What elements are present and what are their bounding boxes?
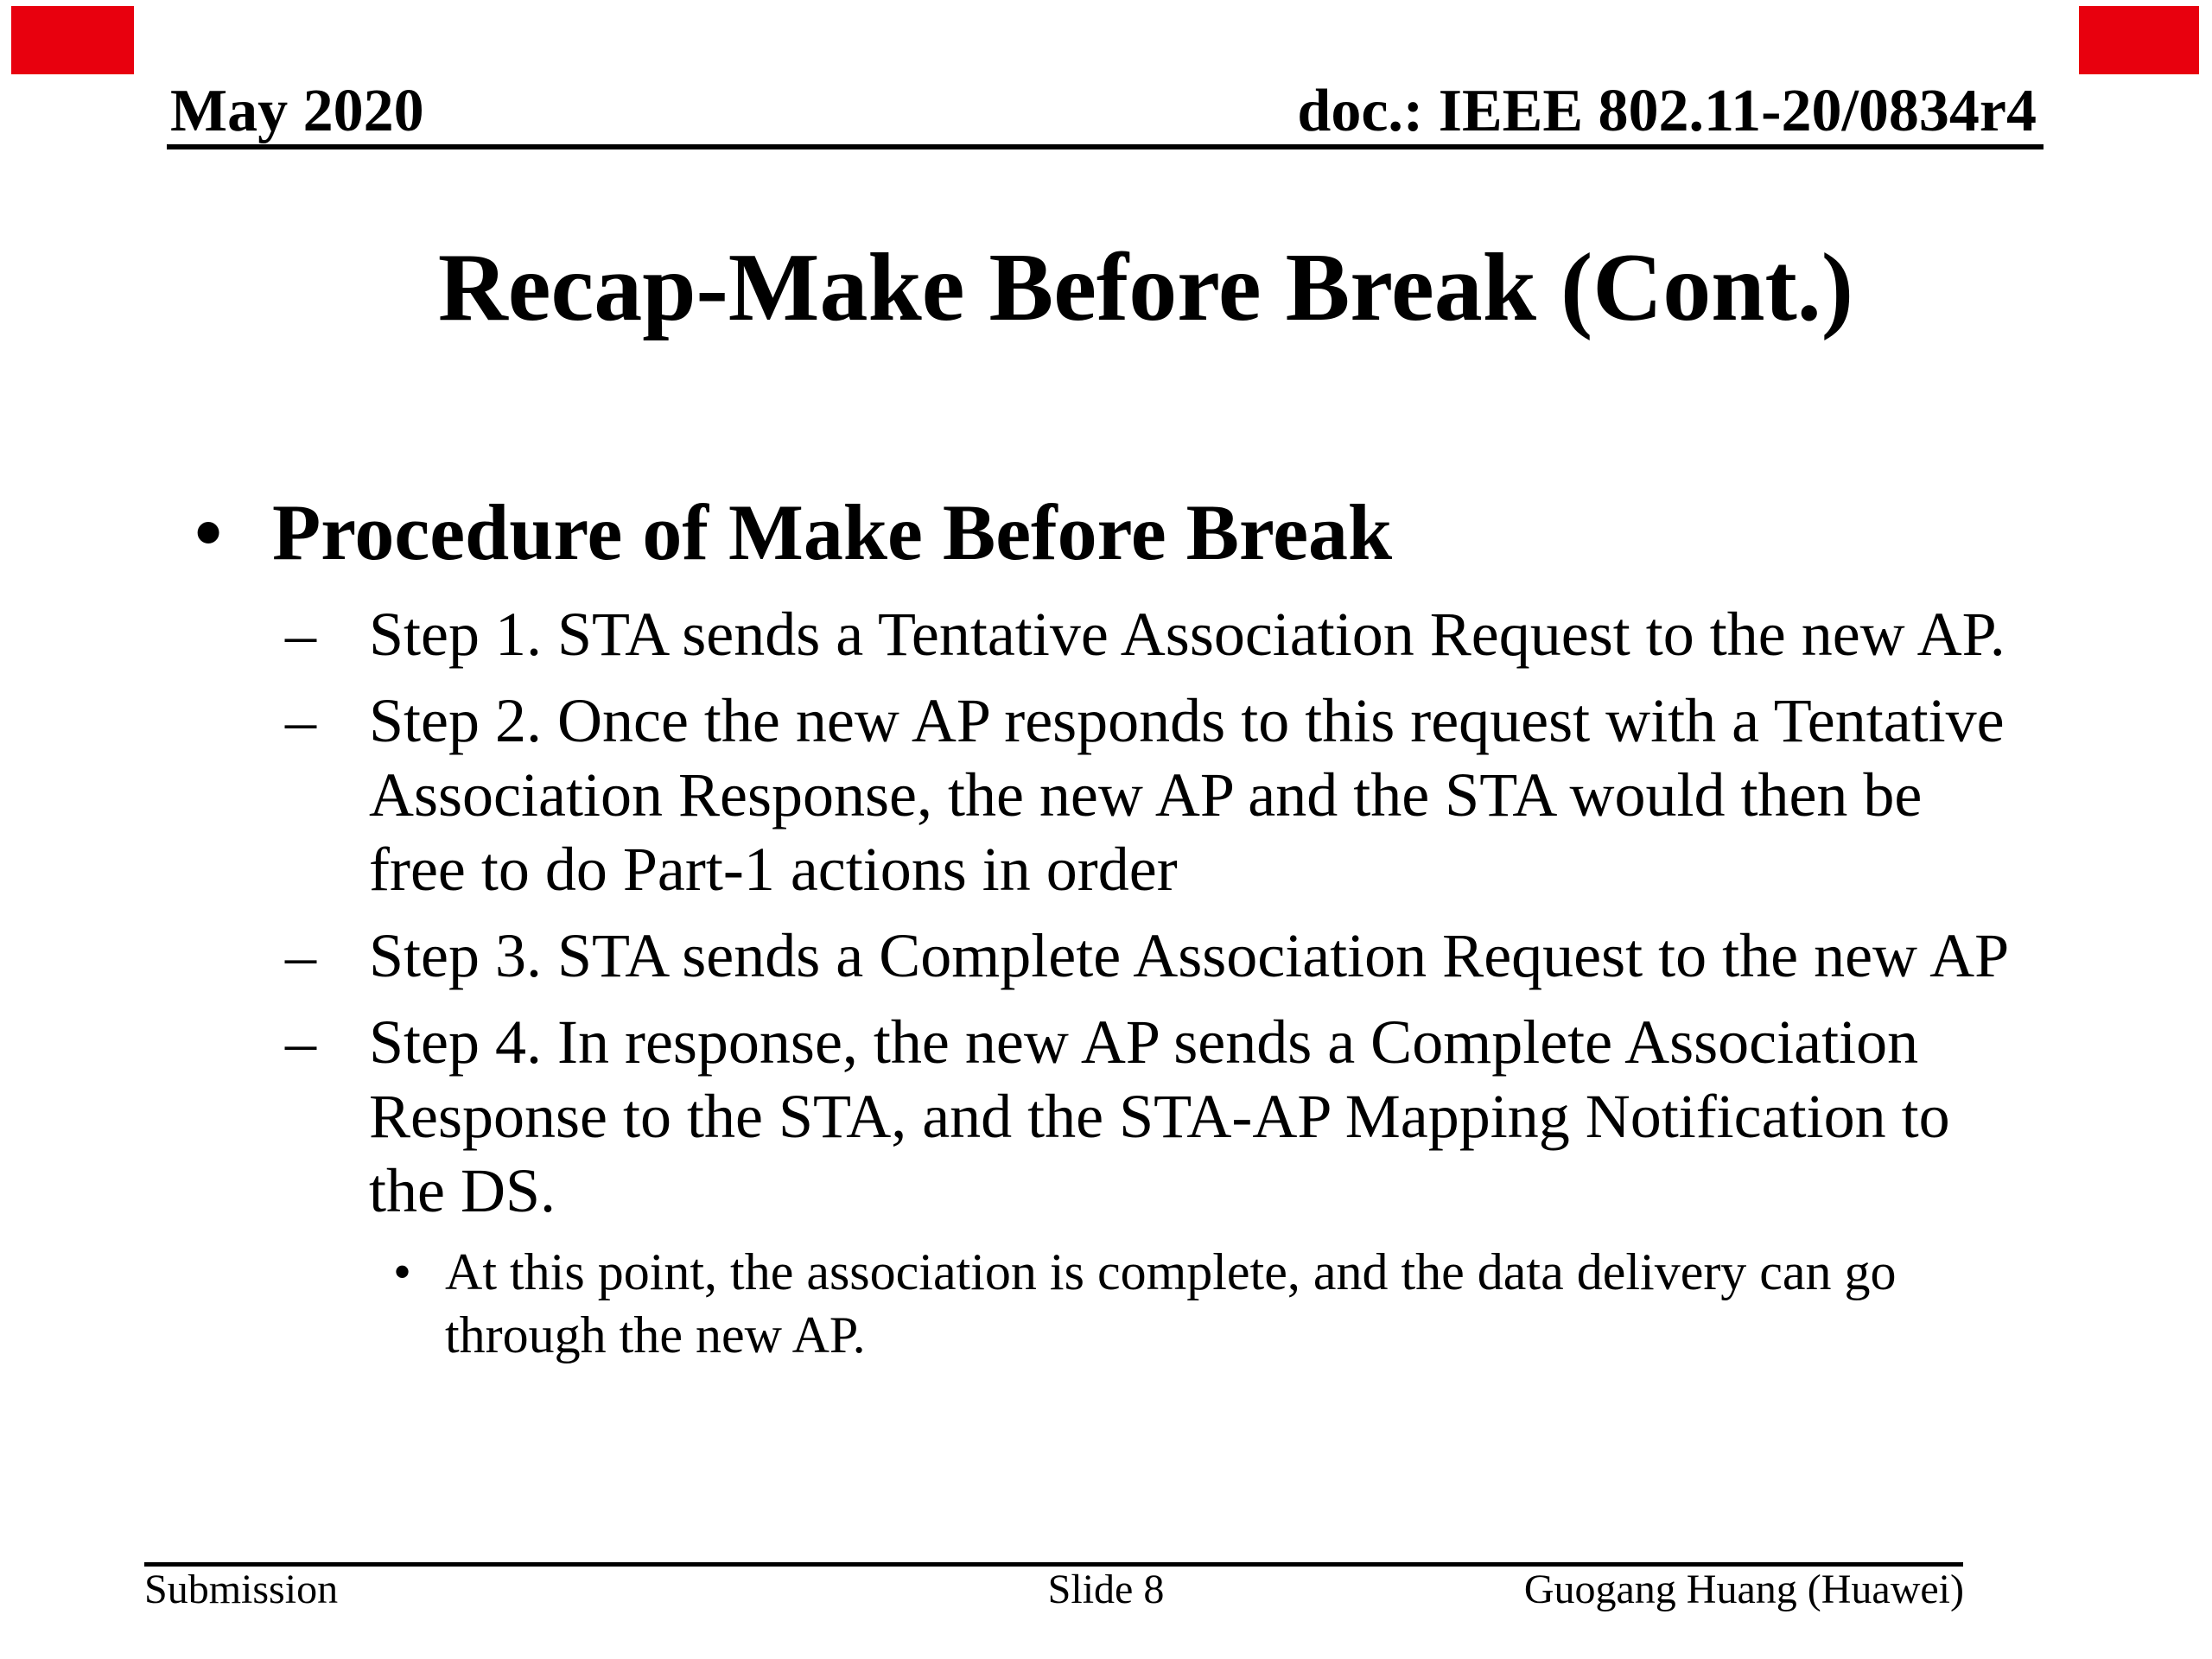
header-date: May 2020 — [170, 78, 424, 144]
red-corner-marker-left — [11, 6, 134, 74]
step-lines — [369, 597, 2212, 671]
bullet-heading — [194, 488, 2212, 576]
slide-header — [170, 78, 2037, 144]
text-line: through the new AP. — [445, 1306, 866, 1363]
step-lines — [369, 683, 2212, 906]
text-line: Step 3. STA sends a Complete Association Request to the new AP — [369, 921, 2010, 990]
header-rule — [167, 144, 2044, 149]
dash-icon: – — [285, 686, 316, 755]
text-line: the DS. — [369, 1156, 556, 1225]
subnote-item — [393, 1241, 2212, 1367]
text-line: Step 2. Once the new AP responds to this request with a Tentative — [369, 686, 2005, 755]
text-line: At this point, the association is complete, and the data delivery can go — [445, 1243, 1897, 1300]
subnote-list — [0, 1241, 2212, 1367]
dash-icon: – — [285, 1007, 316, 1077]
step-item — [285, 918, 2212, 993]
text-line: Step 4. In response, the new AP sends a Complete Association — [369, 1007, 1919, 1077]
footer-author: Guogang Huang (Huawei) — [1523, 1567, 1964, 1612]
bullet-icon: • — [393, 1243, 412, 1300]
slide-body — [0, 488, 2212, 1367]
heading-text: Procedure of Make Before Break — [272, 488, 1393, 576]
bullet-icon: • — [194, 488, 223, 576]
red-corner-marker-right — [2079, 6, 2199, 74]
text-line: Association Response, the new AP and the STA would then be — [369, 760, 1923, 830]
step-list — [0, 597, 2212, 1228]
dash-icon: – — [285, 600, 316, 669]
text-line: free to do Part-1 actions in order — [369, 835, 1178, 904]
step-lines — [369, 918, 2212, 993]
footer-submission-label: Submission — [144, 1567, 339, 1612]
step-item — [285, 1005, 2212, 1228]
text-line: Step 1. STA sends a Tentative Association Request to the new AP. — [369, 600, 2005, 669]
step-lines — [369, 1005, 2212, 1228]
footer-slide-number: Slide 8 — [1047, 1567, 1165, 1612]
step-item — [285, 597, 2212, 671]
text-line: Response to the STA, and the STA-AP Mapping Notification to — [369, 1082, 1950, 1151]
step-item — [285, 683, 2212, 906]
subnote-lines — [445, 1241, 2212, 1367]
slide-title: Recap-Make Before Break (Cont.) — [437, 234, 1854, 341]
dash-icon: – — [285, 921, 316, 990]
header-doc-number: doc.: IEEE 802.11-20/0834r4 — [1297, 78, 2037, 144]
